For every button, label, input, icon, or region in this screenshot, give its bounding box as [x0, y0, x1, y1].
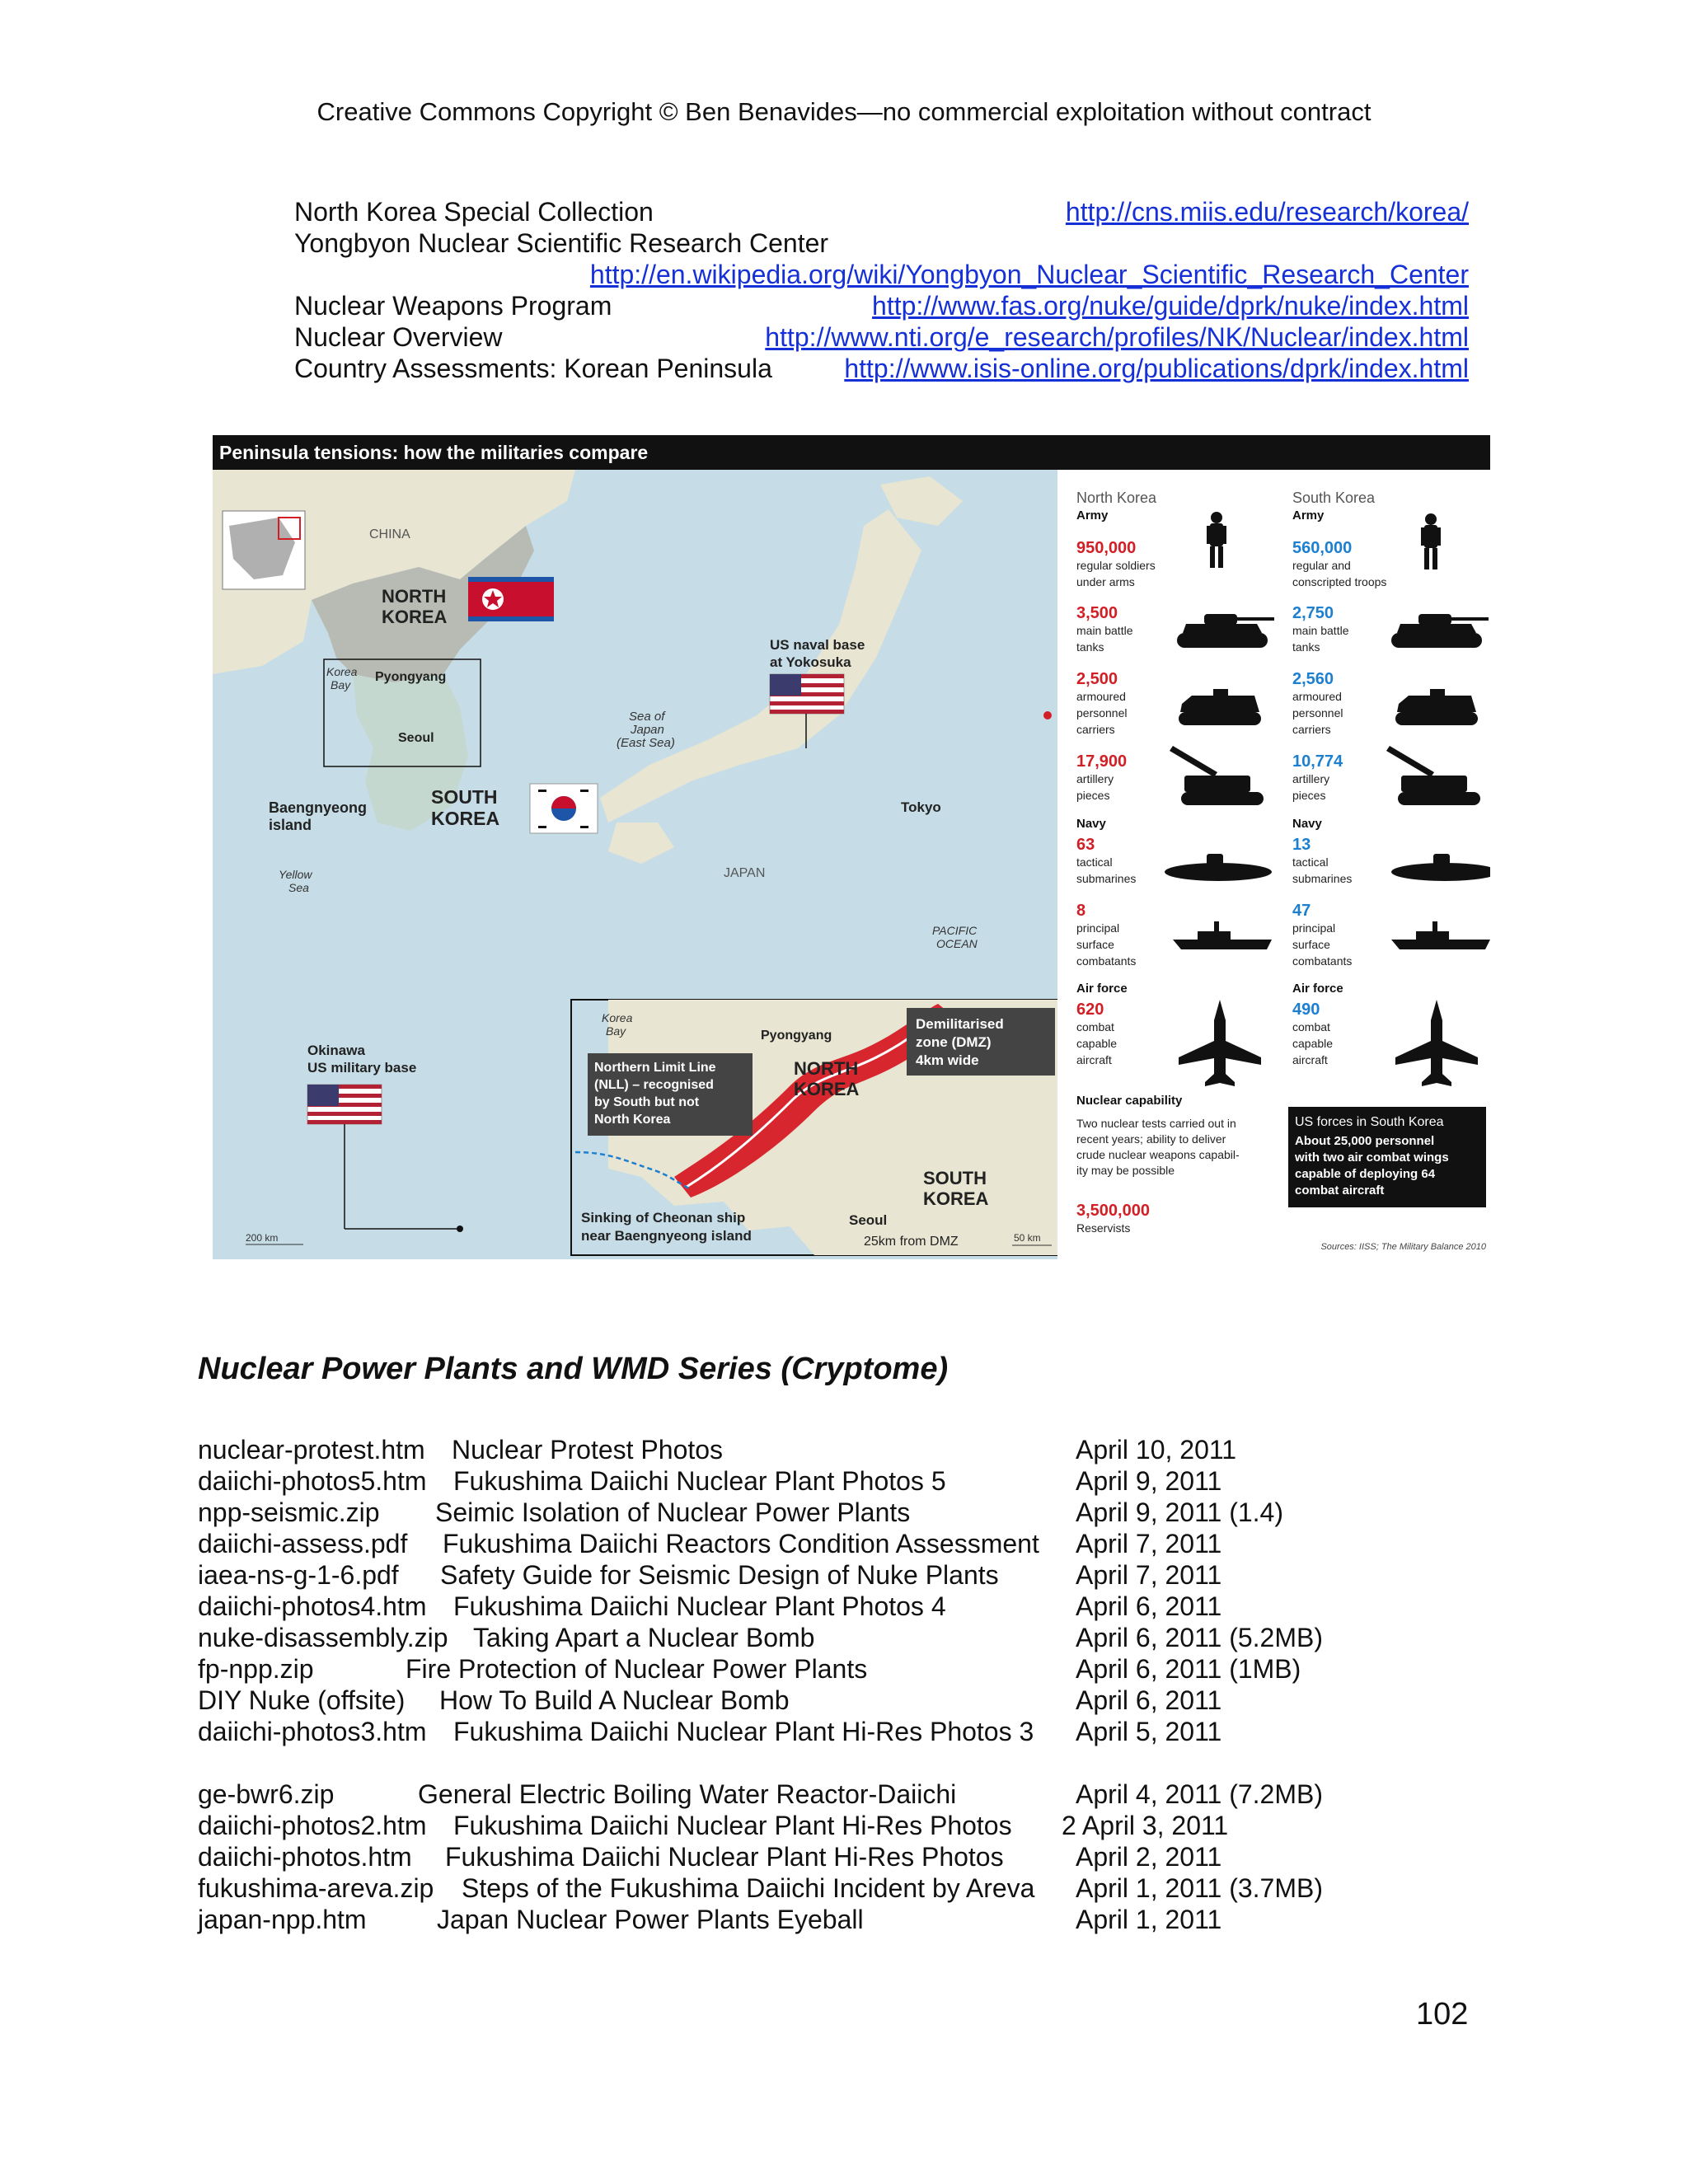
- north-korea-label: KOREA: [382, 607, 448, 627]
- us-forces-text: About 25,000 personnel: [1295, 1134, 1435, 1148]
- nuclear-text: crude nuclear weapons capabil-: [1076, 1148, 1240, 1161]
- korea-bay-label: Korea: [326, 665, 358, 678]
- sk-artillery-desc: artillery: [1292, 772, 1330, 785]
- reservists-label: Reservists: [1076, 1221, 1131, 1235]
- reference-link[interactable]: http://www.nti.org/e_research/profiles/NK/Nuclear/index.html: [765, 322, 1469, 352]
- cheonan-label: near Baengnyeong island: [581, 1228, 752, 1244]
- nll-callout-text: Northern Limit Line: [594, 1061, 716, 1075]
- us-naval-base-label: at Yokosuka: [770, 654, 851, 670]
- inset-seoul-label: Seoul: [849, 1212, 888, 1228]
- scale-label: 200 km: [246, 1232, 279, 1244]
- file-date: April 7, 2011: [1076, 1560, 1222, 1590]
- sk-aircraft-desc: capable: [1292, 1037, 1334, 1050]
- reference-row: [294, 290, 1469, 321]
- nk-soldiers-desc: regular soldiers: [1076, 559, 1156, 572]
- nk-subs-desc: tactical: [1076, 855, 1113, 869]
- file-name: japan-npp.htm: [198, 1905, 367, 1934]
- yellow-sea-label: Sea: [288, 881, 309, 894]
- nk-subs-desc: submarines: [1076, 872, 1137, 885]
- sk-tanks-value: 2,750: [1292, 604, 1334, 622]
- file-date: April 6, 2011 (1MB): [1076, 1654, 1301, 1684]
- nk-apc-value: 2,500: [1076, 670, 1118, 688]
- inset-korea-bay-label: Korea: [602, 1011, 633, 1024]
- south-korea-label: KOREA: [431, 808, 500, 829]
- reference-label: Country Assessments: Korean Peninsula: [294, 354, 772, 383]
- reference-row: [294, 227, 1469, 259]
- china-label: CHINA: [369, 527, 410, 541]
- nk-ships-desc: combatants: [1076, 954, 1137, 968]
- file-title: Fukushima Daiichi Nuclear Plant Hi-Res Photos: [453, 1811, 1012, 1840]
- south-korea-header: South Korea: [1292, 490, 1376, 506]
- reference-label: Nuclear Overview: [294, 322, 503, 352]
- north-korea-label: NORTH: [382, 586, 447, 607]
- pyongyang-label: Pyongyang: [375, 670, 447, 684]
- us-naval-base-label: US naval base: [770, 637, 865, 653]
- file-name: fukushima-areva.zip: [198, 1873, 434, 1903]
- japan-label: JAPAN: [724, 866, 766, 880]
- nk-artillery-value: 17,900: [1076, 752, 1128, 771]
- file-name: DIY Nuke (offsite): [198, 1685, 406, 1715]
- file-date: 2 April 3, 2011: [1062, 1811, 1229, 1840]
- nk-soldiers-desc: under arms: [1076, 575, 1135, 588]
- file-name: daiichi-photos4.htm: [198, 1591, 427, 1621]
- sk-aircraft-value: 490: [1292, 1001, 1320, 1019]
- file-date: April 2, 2011: [1076, 1842, 1222, 1872]
- inset-scale-label: 50 km: [1014, 1232, 1041, 1244]
- us-flag-okinawa: [307, 1085, 382, 1124]
- tokyo-label: Tokyo: [901, 799, 941, 815]
- nuclear-text: recent years; ability to deliver: [1076, 1132, 1226, 1146]
- sk-ships-desc: principal: [1292, 921, 1336, 935]
- file-name: npp-seismic.zip: [198, 1497, 380, 1527]
- file-name: nuke-disassembly.zip: [198, 1623, 448, 1652]
- sk-ships-desc: surface: [1292, 938, 1330, 951]
- sk-ships-desc: combatants: [1292, 954, 1353, 968]
- file-title: Fukushima Daiichi Nuclear Plant Hi-Res Photos: [445, 1842, 1004, 1872]
- file-title: Seimic Isolation of Nuclear Power Plants: [435, 1497, 911, 1527]
- tokyo-marker: [1043, 711, 1052, 719]
- dmz-inset: [571, 1000, 1059, 1255]
- reference-row: [294, 353, 1469, 384]
- file-title: Safety Guide for Seismic Design of Nuke Plants: [440, 1560, 999, 1590]
- file-title: Steps of the Fukushima Daiichi Incident by Areva: [462, 1873, 1035, 1903]
- file-name: iaea-ns-g-1-6.pdf: [198, 1560, 399, 1590]
- file-date: April 7, 2011: [1076, 1529, 1222, 1558]
- copyright-header: Creative Commons Copyright © Ben Benavides—no commercial exploitation without contract: [316, 97, 1372, 126]
- nk-ships-value: 8: [1076, 902, 1086, 920]
- file-title: Japan Nuclear Power Plants Eyeball: [437, 1905, 864, 1934]
- inset-north-korea-label: NORTH: [794, 1058, 859, 1079]
- nk-subs-value: 63: [1076, 836, 1095, 854]
- sk-soldiers-desc: regular and: [1292, 559, 1351, 572]
- nk-soldiers-value: 950,000: [1076, 539, 1137, 557]
- file-date: April 4, 2011 (7.2MB): [1076, 1779, 1323, 1809]
- sk-soldiers-value: 560,000: [1292, 539, 1353, 557]
- inset-pyongyang-label: Pyongyang: [761, 1029, 832, 1043]
- nk-artillery-desc: pieces: [1076, 789, 1110, 802]
- nk-tanks-value: 3,500: [1076, 604, 1118, 622]
- nuclear-heading: Nuclear capability: [1076, 1094, 1183, 1108]
- file-title: Fire Protection of Nuclear Power Plants: [406, 1654, 868, 1684]
- from-dmz-label: 25km from DMZ: [864, 1235, 959, 1249]
- file-name: nuclear-protest.htm: [198, 1435, 425, 1465]
- sk-soldiers-desc: conscripted troops: [1292, 575, 1387, 588]
- nuclear-text: Two nuclear tests carried out in: [1076, 1117, 1236, 1130]
- file-title: Fukushima Daiichi Reactors Condition Assessment: [443, 1529, 1039, 1558]
- inset-south-korea-label: KOREA: [923, 1188, 989, 1209]
- nk-apc-desc: carriers: [1076, 723, 1115, 736]
- dmz-callout-text: 4km wide: [916, 1052, 979, 1068]
- us-forces-heading: US forces in South Korea: [1295, 1115, 1444, 1129]
- baengnyeong-label: island: [269, 817, 312, 833]
- file-title: Fukushima Daiichi Nuclear Plant Hi-Res Photos 3: [453, 1717, 1034, 1746]
- inset-north-korea-label: KOREA: [794, 1079, 860, 1099]
- infographic-title: Peninsula tensions: how the militaries compare: [219, 442, 649, 463]
- nuclear-text: ity may be possible: [1076, 1164, 1175, 1177]
- nk-apc-desc: personnel: [1076, 706, 1128, 719]
- reference-link[interactable]: http://www.fas.org/nuke/guide/dprk/nuke/index.html: [872, 291, 1469, 321]
- nk-ships-desc: principal: [1076, 921, 1120, 935]
- south-korea-flag: [530, 784, 598, 833]
- file-date: April 6, 2011 (5.2MB): [1076, 1623, 1323, 1652]
- file-name: daiichi-photos.htm: [198, 1842, 412, 1872]
- baengnyeong-label: Baengnyeong: [269, 799, 368, 816]
- us-forces-text: with two air combat wings: [1295, 1151, 1449, 1165]
- file-title: Fukushima Daiichi Nuclear Plant Photos 4: [453, 1591, 946, 1621]
- sk-apc-desc: personnel: [1292, 706, 1343, 719]
- inset-south-korea-label: SOUTH: [923, 1168, 987, 1188]
- reference-row: [294, 321, 1469, 353]
- us-forces-text: combat aircraft: [1295, 1183, 1385, 1197]
- north-korea-header: North Korea: [1076, 490, 1157, 506]
- page-number: 102: [1416, 1997, 1469, 2032]
- file-name: ge-bwr6.zip: [198, 1779, 335, 1809]
- file-date: April 10, 2011: [1076, 1435, 1237, 1465]
- pacific-label: OCEAN: [936, 937, 978, 950]
- us-flag-yokosuka: [770, 674, 844, 714]
- sk-ships-value: 47: [1292, 902, 1311, 920]
- sk-artillery-desc: pieces: [1292, 789, 1326, 802]
- nk-tanks-desc: tanks: [1076, 640, 1104, 654]
- file-name: daiichi-assess.pdf: [198, 1529, 408, 1558]
- sk-aircraft-desc: combat: [1292, 1020, 1330, 1033]
- nk-navy-heading: Navy: [1076, 817, 1106, 831]
- nll-callout-text: (NLL) – recognised: [594, 1078, 714, 1092]
- korea-bay-label: Bay: [331, 678, 351, 691]
- reference-label: North Korea Special Collection: [294, 197, 654, 227]
- sk-subs-desc: submarines: [1292, 872, 1353, 885]
- us-forces-text: capable of deploying 64: [1295, 1167, 1436, 1181]
- file-title: Fukushima Daiichi Nuclear Plant Photos 5: [453, 1466, 946, 1496]
- nk-airforce-heading: Air force: [1076, 982, 1128, 996]
- inset-korea-bay-label: Bay: [606, 1024, 626, 1038]
- reference-label: Yongbyon Nuclear Scientific Research Center: [294, 228, 829, 258]
- sk-artillery-value: 10,774: [1292, 752, 1343, 771]
- north-korea-flag: [468, 577, 554, 621]
- nk-apc-desc: armoured: [1076, 690, 1126, 703]
- okinawa-label: Okinawa: [307, 1043, 365, 1058]
- okinawa-label: US military base: [307, 1060, 417, 1076]
- file-date: April 6, 2011: [1076, 1685, 1222, 1715]
- sea-of-japan-label: Japan: [631, 723, 664, 737]
- dmz-callout-text: Demilitarised: [916, 1016, 1004, 1032]
- nk-ships-desc: surface: [1076, 938, 1114, 951]
- sk-subs-desc: tactical: [1292, 855, 1329, 869]
- nk-aircraft-desc: combat: [1076, 1020, 1114, 1033]
- file-date: April 5, 2011: [1076, 1717, 1222, 1746]
- file-date: April 6, 2011: [1076, 1591, 1222, 1621]
- file-name: daiichi-photos5.htm: [198, 1466, 427, 1496]
- sk-airforce-heading: Air force: [1292, 982, 1343, 996]
- nk-aircraft-desc: capable: [1076, 1037, 1118, 1050]
- nk-aircraft-value: 620: [1076, 1001, 1104, 1019]
- nk-aircraft-desc: aircraft: [1076, 1053, 1112, 1066]
- sk-tanks-desc: main battle: [1292, 624, 1349, 637]
- file-date: April 9, 2011: [1076, 1466, 1222, 1496]
- file-date: April 1, 2011: [1076, 1905, 1222, 1934]
- sk-apc-desc: armoured: [1292, 690, 1342, 703]
- sk-tanks-desc: tanks: [1292, 640, 1320, 654]
- file-title: Nuclear Protest Photos: [452, 1435, 724, 1465]
- sk-navy-heading: Navy: [1292, 817, 1322, 831]
- reference-link[interactable]: http://en.wikipedia.org/wiki/Yongbyon_Nuclear_Scientific_Research_Center: [589, 260, 1469, 289]
- reference-row: [294, 259, 1469, 290]
- reference-row: [294, 196, 1469, 227]
- reference-link[interactable]: http://cns.miis.edu/research/korea/: [1065, 197, 1469, 227]
- sea-of-japan-label: (East Sea): [617, 736, 675, 750]
- section-title: Nuclear Power Plants and WMD Series (Cryptome): [198, 1352, 949, 1386]
- sources-note: Sources: IISS; The Military Balance 2010: [1320, 1242, 1486, 1252]
- nll-callout-text: by South but not: [594, 1095, 700, 1109]
- file-title: How To Build A Nuclear Bomb: [439, 1685, 790, 1715]
- military-comparison-infographic: [213, 435, 1490, 1259]
- yellow-sea-label: Yellow: [279, 868, 312, 881]
- sk-aircraft-desc: aircraft: [1292, 1053, 1328, 1066]
- sea-of-japan-label: Sea of: [629, 710, 665, 724]
- sk-army-heading: Army: [1292, 509, 1325, 523]
- nk-army-heading: Army: [1076, 509, 1109, 523]
- reference-list: [294, 196, 1469, 384]
- seoul-label: Seoul: [398, 731, 434, 745]
- dmz-callout-text: zone (DMZ): [916, 1034, 992, 1050]
- sk-subs-value: 13: [1292, 836, 1311, 854]
- file-name: daiichi-photos2.htm: [198, 1811, 427, 1840]
- file-title: Taking Apart a Nuclear Bomb: [473, 1623, 815, 1652]
- file-date: April 1, 2011 (3.7MB): [1076, 1873, 1323, 1903]
- file-date: April 9, 2011 (1.4): [1076, 1497, 1283, 1527]
- south-korea-label: SOUTH: [431, 786, 498, 808]
- nll-callout-text: North Korea: [594, 1113, 671, 1127]
- file-name: fp-npp.zip: [198, 1654, 314, 1684]
- sk-apc-value: 2,560: [1292, 670, 1334, 688]
- cheonan-label: Sinking of Cheonan ship: [581, 1210, 746, 1226]
- reference-link[interactable]: http://www.isis-online.org/publications/dprk/index.html: [844, 354, 1469, 383]
- file-title: General Electric Boiling Water Reactor-Daiichi: [418, 1779, 957, 1809]
- file-name: daiichi-photos3.htm: [198, 1717, 427, 1746]
- nk-artillery-desc: artillery: [1076, 772, 1114, 785]
- pacific-label: PACIFIC: [932, 924, 978, 937]
- sk-apc-desc: carriers: [1292, 723, 1331, 736]
- reference-label: Nuclear Weapons Program: [294, 291, 612, 321]
- reservists-value: 3,500,000: [1076, 1202, 1150, 1220]
- nk-tanks-desc: main battle: [1076, 624, 1133, 637]
